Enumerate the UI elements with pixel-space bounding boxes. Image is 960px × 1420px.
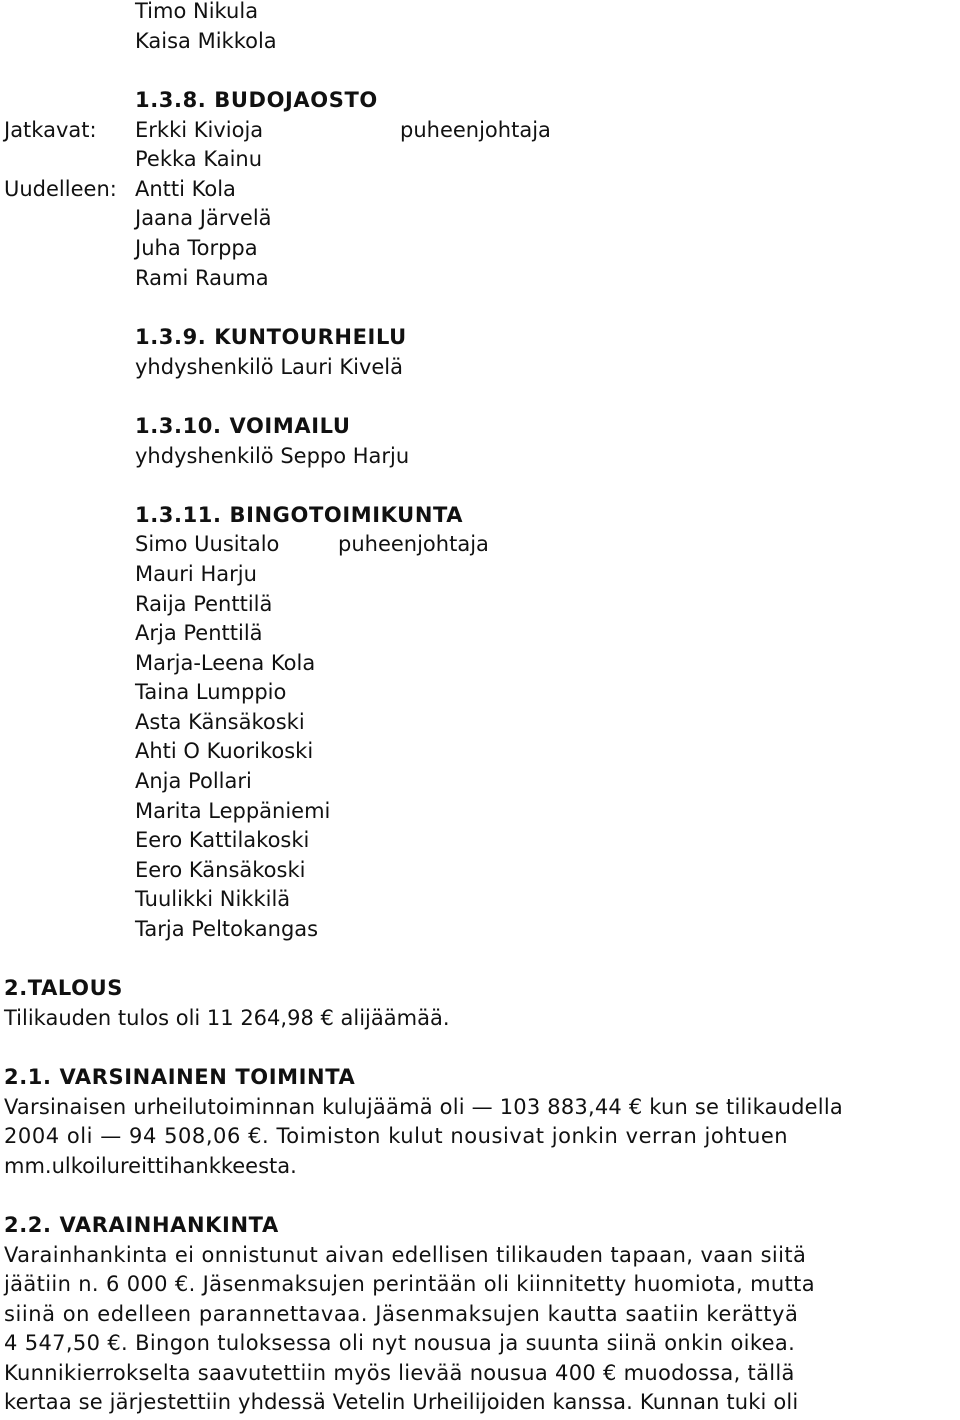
member-name: Pekka Kainu xyxy=(135,147,263,171)
member-name: Jaana Järvelä xyxy=(135,206,272,230)
member-name: Marita Leppäniemi xyxy=(135,799,331,823)
member-name: Rami Rauma xyxy=(135,266,269,290)
label-again: Uudelleen: xyxy=(4,177,117,201)
member-name: Tuulikki Nikkilä xyxy=(135,887,291,911)
member-name: Anja Pollari xyxy=(135,769,252,793)
name-line: Timo Nikula xyxy=(135,0,259,23)
member-name: Raija Penttilä xyxy=(135,592,273,616)
section-heading-kuntourheilu: 1.3.9. KUNTOURHEILU xyxy=(135,325,407,349)
member-name: Ahti O Kuorikoski xyxy=(135,739,314,763)
paragraph-line: siinä on edelleen parannettavaa. Jäsenmaksujen kautta saatiin kerättyä xyxy=(4,1302,799,1326)
section-heading-budojaosto: 1.3.8. BUDOJAOSTO xyxy=(135,88,378,112)
paragraph-line: 4 547,50 €. Bingon tuloksessa oli nyt nousua ja suunta siinä onkin oikea. xyxy=(4,1331,796,1355)
name-line: Kaisa Mikkola xyxy=(135,29,277,53)
member-name: Marja-Leena Kola xyxy=(135,651,316,675)
role-chair: puheenjohtaja xyxy=(338,532,489,556)
member-name: Arja Penttilä xyxy=(135,621,263,645)
contact-person: yhdyshenkilö Lauri Kivelä xyxy=(135,355,404,379)
paragraph-line: Kunnikierrokselta saavutettiin myös lievää nousua 400 € muodossa, tällä xyxy=(4,1361,795,1385)
section-heading-voimailu: 1.3.10. VOIMAILU xyxy=(135,414,351,438)
section-heading-talous: 2.TALOUS xyxy=(4,976,123,1000)
label-continue: Jatkavat: xyxy=(4,118,97,142)
member-name: Simo Uusitalo xyxy=(135,532,280,556)
paragraph-line: Varsinaisen urheilutoiminnan kulujäämä oli — 103 883,44 € kun se tilikaudella xyxy=(4,1095,843,1119)
paragraph-line: Varainhankinta ei onnistunut aivan edellisen tilikauden tapaan, vaan siitä xyxy=(4,1243,807,1267)
section-heading-bingotoimikunta: 1.3.11. BINGOTOIMIKUNTA xyxy=(135,503,464,527)
member-name: Eero Känsäkoski xyxy=(135,858,306,882)
paragraph-line: kertaa se järjestettiin yhdessä Vetelin Urheilijoiden kanssa. Kunnan tuki oli xyxy=(4,1390,799,1414)
member-name: Juha Torppa xyxy=(135,236,258,260)
paragraph-line: 2004 oli — 94 508,06 €. Toimiston kulut nousivat jonkin verran johtuen xyxy=(4,1124,789,1148)
section-heading-varainhankinta: 2.2. VARAINHANKINTA xyxy=(4,1213,279,1237)
member-name: Antti Kola xyxy=(135,177,236,201)
member-name: Erkki Kivioja xyxy=(135,118,264,142)
member-name: Tarja Peltokangas xyxy=(135,917,319,941)
role-chair: puheenjohtaja xyxy=(400,118,551,142)
member-name: Taina Lumppio xyxy=(135,680,287,704)
member-name: Eero Kattilakoski xyxy=(135,828,310,852)
talous-summary: Tilikauden tulos oli 11 264,98 € alijäämää. xyxy=(4,1006,450,1030)
member-name: Mauri Harju xyxy=(135,562,257,586)
section-heading-varsinainen: 2.1. VARSINAINEN TOIMINTA xyxy=(4,1065,356,1089)
member-name: Asta Känsäkoski xyxy=(135,710,305,734)
paragraph-line: jäätiin n. 6 000 €. Jäsenmaksujen perintään oli kiinnitetty huomiota, mutta xyxy=(4,1272,815,1296)
contact-person: yhdyshenkilö Seppo Harju xyxy=(135,444,410,468)
paragraph-line: mm.ulkoilureittihankkeesta. xyxy=(4,1154,297,1178)
